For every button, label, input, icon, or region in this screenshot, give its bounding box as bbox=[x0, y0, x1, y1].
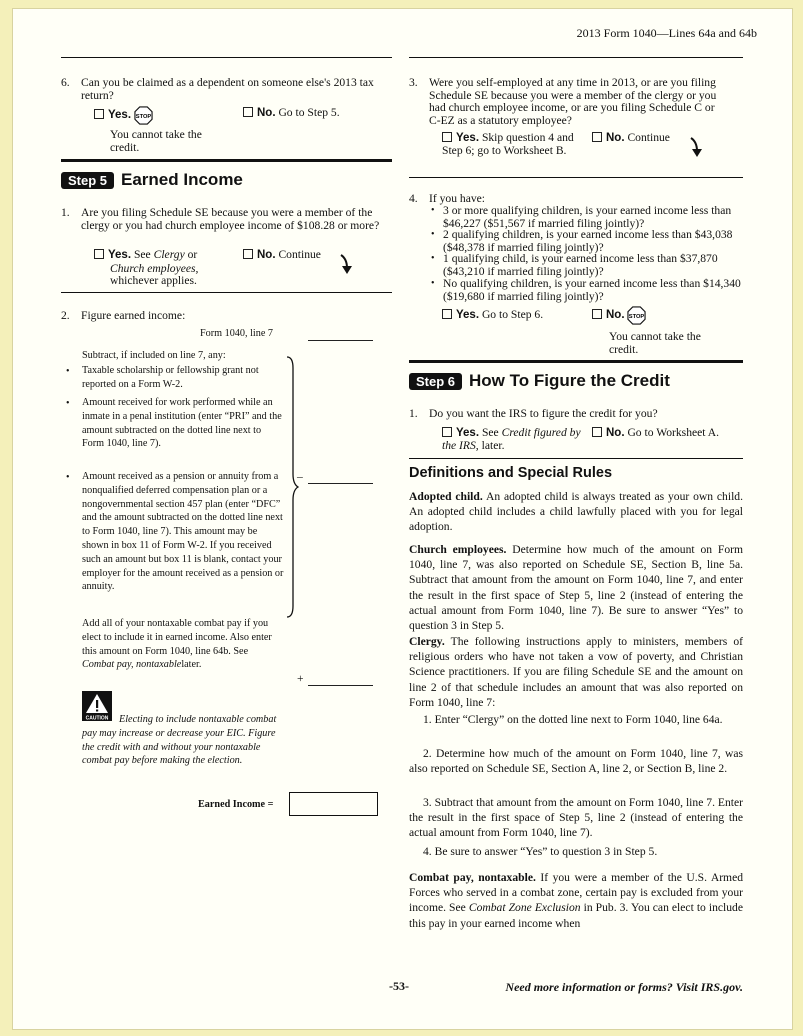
s5q1-no-text: Continue bbox=[278, 248, 321, 261]
s5q1-number: 1. bbox=[61, 206, 70, 219]
clergy-step-4: 4. Be sure to answer “Yes” to question 3 in Step 5. bbox=[423, 845, 658, 858]
continue-arrow-icon bbox=[338, 253, 354, 275]
q6-no-text: Go to Step 5. bbox=[278, 106, 340, 119]
subtract-brace bbox=[285, 356, 299, 618]
q4-no-checkbox[interactable] bbox=[592, 309, 602, 319]
s6q1-yes-label: Yes. bbox=[456, 427, 480, 439]
clergy-step-1: 1. Enter “Clergy” on the dotted line next to Form 1040, line 64a. bbox=[423, 713, 723, 726]
q3-number: 3. bbox=[409, 76, 418, 89]
s6q1-yes-checkbox[interactable] bbox=[442, 427, 452, 437]
q4-no-note: You cannot take the credit. bbox=[609, 330, 701, 356]
adopted-child-term: Adopted child. bbox=[409, 490, 483, 503]
clergy-step-3: 3. Subtract that amount from the amount on Form 1040, line 7. Enter the result in the first space of Step 5, line 2 (instead of entering the actual amount from Form 1040, line 7). bbox=[409, 796, 743, 840]
church-employees-term: Church employees. bbox=[409, 543, 507, 556]
bullet-marker: • bbox=[66, 398, 70, 409]
q4-intro: If you have: bbox=[429, 192, 486, 205]
bullet-marker: • bbox=[431, 229, 435, 240]
step6-rule bbox=[409, 360, 743, 363]
church-employees-text: Determine how much of the amount on Form 1040, line 7, was also reported on Schedule SE, Section B, line 5a. Subtract that amount from the amount on Form 1040, line 7, and enter the result in the first space of Step 5, line 2 (instead of entering the actual amount from Form 1040, line 7). Be sure to answer “Yes” to question 3 in Step 5. bbox=[409, 543, 743, 633]
s5q1-yes-checkbox[interactable] bbox=[94, 249, 104, 259]
stop-sign-icon bbox=[134, 106, 153, 125]
q4-bullet-1: 3 or more qualifying children, is your earned income less than $46,227 ($51,567 if married filing jointly)? bbox=[443, 204, 732, 230]
s6q1-no[interactable] bbox=[592, 427, 719, 440]
s5q1-or: or bbox=[187, 248, 198, 261]
subtract-bullet-1: Taxable scholarship or fellowship grant not reported on a Form W-2. bbox=[82, 365, 259, 390]
clergy-step-2: 2. Determine how much of the amount on Form 1040, line 7, was also reported on Schedule SE, Section A, line 2, or Section B, line 2. bbox=[409, 747, 743, 776]
step5-title: Earned Income bbox=[121, 170, 243, 189]
page-number: -53- bbox=[389, 979, 409, 993]
form1040-line7-label: Form 1040, line 7 bbox=[200, 328, 274, 339]
caution-text: Electing to include nontaxable combat pay may increase or decrease your EIC. Figure the credit with and without your nontaxable combat pay before making the election. bbox=[82, 714, 277, 767]
header-rule-right bbox=[409, 57, 743, 58]
subtract-bullet-3: Amount received as a pension or annuity from a nonqualified deferred compensation plan or a nongovernmental section 457 plan (enter “DFC” and the amount subtracted on the dotted line next to Form 1040, line 7). This amount may be shown in box 11 of Form W-2. If you received such an amount but box 11 is blank, contact your employer for the amount received as a pension or annuity. bbox=[82, 471, 284, 593]
subtract-intro: Subtract, if included on line 7, any: bbox=[82, 350, 226, 361]
s5q1-no-label: No. bbox=[257, 249, 276, 261]
q3-yes-text: Skip question 4 and Step 6; go to Worksheet B. bbox=[442, 131, 574, 157]
s5q1-no-checkbox[interactable] bbox=[243, 249, 253, 259]
s6q1-no-text: Go to Worksheet A. bbox=[627, 426, 720, 439]
svg-text:STOP: STOP bbox=[135, 113, 152, 120]
s5q2-number: 2. bbox=[61, 309, 70, 322]
q4-bullet-2: 2 qualifying children, is your earned income less than $43,038 ($48,378 if married filing jointly)? bbox=[443, 228, 733, 254]
step5-badge: Step 5 bbox=[61, 172, 114, 189]
q6-yes-note: You cannot take the credit. bbox=[110, 128, 202, 154]
combat-pay-text bbox=[82, 617, 282, 672]
q4-rule bbox=[409, 177, 743, 178]
s5q1-yes[interactable] bbox=[94, 249, 234, 262]
definitions-heading: Definitions and Special Rules bbox=[409, 465, 613, 481]
definitions-rule bbox=[409, 458, 743, 459]
credit-figured-link[interactable]: Credit figured by the IRS, bbox=[442, 426, 581, 452]
s5q1-whichever: whichever applies. bbox=[110, 274, 197, 287]
s5q1-yes-label: Yes. bbox=[108, 249, 132, 261]
q4-bullet-4: No qualifying children, is your earned income less than $14,340 ($19,680 if married filing jointly)? bbox=[443, 277, 741, 303]
clergy-link[interactable]: Clergy bbox=[153, 248, 185, 261]
s5q2-text: Figure earned income: bbox=[81, 309, 186, 322]
adopted-child-para bbox=[409, 489, 743, 535]
footer-note: Need more information or forms? Visit IRS.gov. bbox=[505, 980, 743, 994]
q4-number: 4. bbox=[409, 192, 418, 205]
s5q1-text: Are you filing Schedule SE because you were a member of the clergy or you had church employee income of $108.28 or more? bbox=[81, 206, 380, 232]
earned-income-label: Earned Income = bbox=[198, 799, 274, 810]
step6-badge: Step 6 bbox=[409, 373, 462, 390]
s5q1-no[interactable] bbox=[243, 249, 321, 262]
svg-text:STOP: STOP bbox=[629, 313, 645, 320]
s6q1-yes-later: later. bbox=[481, 438, 505, 452]
q3-no[interactable] bbox=[592, 132, 670, 145]
q6-no[interactable] bbox=[243, 107, 340, 120]
line7-entry[interactable] bbox=[308, 340, 373, 341]
plus-sign: + bbox=[297, 672, 304, 685]
s6q1-yes-see: See bbox=[481, 426, 499, 439]
church-employees-para bbox=[409, 542, 743, 633]
s6q1-text: Do you want the IRS to figure the credit for you? bbox=[429, 407, 658, 420]
combat-pay-text-1: Add all of your nontaxable combat pay if you elect to include it in earned income. Also enter this amount on Form 1040, line 64b. See bbox=[82, 618, 272, 657]
caution-label: CAUTION bbox=[85, 715, 109, 721]
step5-header bbox=[61, 170, 243, 190]
q3-text: Were you self-employed at any time in 2013, or are you filing Schedule SE because you were a member of the clergy or you had church employee income, or are you filing Schedule C or C-EZ as a statutory employee? bbox=[429, 76, 717, 127]
q6-number: 6. bbox=[61, 76, 70, 89]
q3-no-checkbox[interactable] bbox=[592, 132, 602, 142]
combat-pay-def-2: in Pub. 3. You can elect to include this pay in your earned income when bbox=[409, 901, 744, 930]
combat-pay-entry[interactable] bbox=[308, 685, 373, 686]
continue-arrow-icon bbox=[688, 136, 704, 158]
q3-no-text: Continue bbox=[627, 131, 670, 144]
clergy-text: The following instructions apply to ministers, members of religious orders who have not taken a vow of poverty, and Christian Science practitioners. If you are filing Schedule SE and the amount on line 2 of that schedule includes an amount that was also reported on Form 1040, line 7: bbox=[409, 635, 743, 709]
minus-sign: – bbox=[297, 470, 303, 483]
q6-yes-checkbox[interactable] bbox=[94, 109, 104, 119]
s6q1-yes[interactable] bbox=[442, 427, 582, 452]
subtract-entry[interactable] bbox=[308, 483, 373, 484]
s5q1-yes-text: See bbox=[133, 248, 151, 261]
combat-pay-later: later. bbox=[181, 659, 202, 671]
q6-yes[interactable] bbox=[94, 106, 153, 125]
bullet-marker: • bbox=[66, 472, 70, 483]
earned-income-box[interactable] bbox=[289, 792, 378, 816]
church-employees-link[interactable]: Church employees, bbox=[110, 262, 199, 275]
stop-sign-icon bbox=[627, 306, 646, 325]
q6-yes-label: Yes. bbox=[108, 109, 132, 122]
s6q1-number: 1. bbox=[409, 407, 418, 420]
s6q1-no-checkbox[interactable] bbox=[592, 427, 602, 437]
q4-no-label: No. bbox=[606, 309, 625, 322]
bullet-marker: • bbox=[431, 205, 435, 216]
q4-no[interactable] bbox=[592, 306, 646, 325]
step5-rule bbox=[61, 159, 392, 162]
s6q1-no-label: No. bbox=[606, 427, 625, 439]
clergy-term: Clergy. bbox=[409, 635, 445, 648]
q6-no-checkbox[interactable] bbox=[243, 107, 253, 117]
q3-yes-label: Yes. bbox=[456, 132, 480, 144]
q4-yes-label: Yes. bbox=[456, 309, 480, 321]
combat-pay-link[interactable]: Combat pay, nontaxable bbox=[82, 659, 182, 671]
q4-yes-checkbox[interactable] bbox=[442, 309, 452, 319]
q4-yes[interactable] bbox=[442, 309, 543, 322]
combat-pay-term: Combat pay, nontaxable. bbox=[409, 871, 536, 884]
q3-yes[interactable] bbox=[442, 132, 577, 157]
step6-title: How To Figure the Credit bbox=[469, 371, 670, 390]
q4-bullet-3: 1 qualifying child, is your earned income less than $37,870 ($43,210 if married filing jointly)? bbox=[443, 252, 718, 278]
bullet-marker: • bbox=[66, 366, 70, 377]
subtract-bullet-2: Amount received for work performed while an inmate in a penal institution (enter “PRI” and the amount subtracted on the dotted line next to Form 1040, line 7). bbox=[82, 397, 282, 450]
clergy-para bbox=[409, 634, 743, 710]
bullet-marker: • bbox=[431, 278, 435, 289]
q2-rule bbox=[61, 292, 392, 293]
q6-text: Can you be claimed as a dependent on someone else's 2013 tax return? bbox=[81, 76, 374, 102]
combat-pay-para bbox=[409, 870, 743, 931]
q6-no-label: No. bbox=[257, 107, 276, 119]
combat-zone-link[interactable]: Combat Zone Exclusion bbox=[468, 901, 581, 915]
step6-header bbox=[409, 371, 670, 391]
q3-no-label: No. bbox=[606, 132, 625, 144]
page-header: 2013 Form 1040—Lines 64a and 64b bbox=[576, 26, 757, 40]
combat-pay-def-1: If you were a member of the U.S. Armed Forces who served in a combat zone, certain pay is excluded from your income. See bbox=[409, 871, 744, 915]
q4-yes-text: Go to Step 6. bbox=[481, 308, 544, 321]
q3-yes-checkbox[interactable] bbox=[442, 132, 452, 142]
header-rule-left bbox=[61, 57, 392, 58]
adopted-child-text: An adopted child is always treated as your own child. An adopted child includes a child lawfully placed with you for legal adoption. bbox=[409, 490, 743, 534]
bullet-marker: • bbox=[431, 253, 435, 264]
